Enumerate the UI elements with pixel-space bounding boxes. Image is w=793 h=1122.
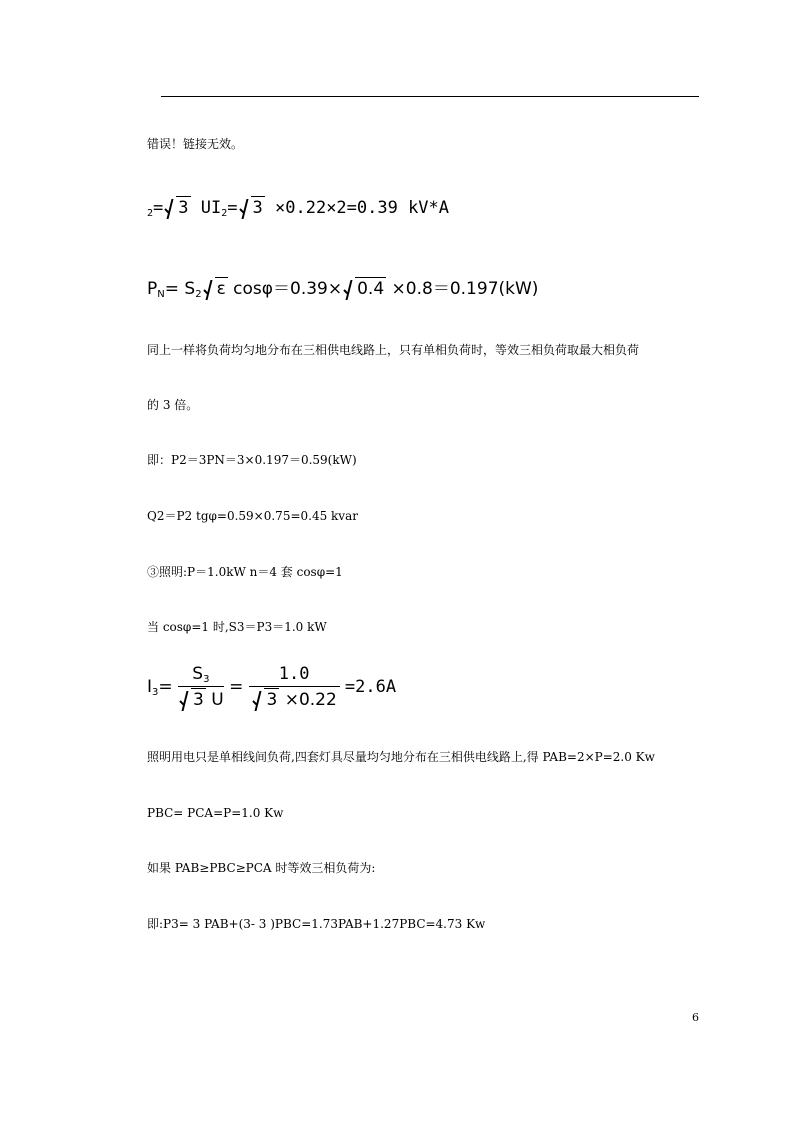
eq1-equals-b: = bbox=[227, 198, 238, 218]
equation-rated-power bbox=[147, 274, 538, 299]
eq3-eq: = bbox=[158, 677, 173, 697]
eq3-den2-sqrt: 3 bbox=[266, 690, 278, 710]
eq3-eq2: = bbox=[229, 677, 244, 697]
fraction-2-denominator bbox=[249, 687, 340, 710]
cos1-text: 当 cosφ=1 时,S3＝P3＝1.0 kW bbox=[147, 620, 327, 634]
fraction-1-numerator bbox=[178, 664, 224, 687]
times3-text: 的 3 倍。 bbox=[147, 398, 199, 412]
sqrt-symbol bbox=[165, 198, 190, 218]
eq2-sqrt-eps: ε bbox=[216, 279, 226, 299]
sqrt-symbol bbox=[253, 690, 279, 710]
distribute-text: 同上一样将负荷均匀地分布在三相供电线路上，只有单相负荷时，等效三相负荷取最大相负荷 bbox=[147, 343, 640, 357]
error-text: 错误！链接无效。 bbox=[147, 137, 244, 151]
equation-apparent-power bbox=[147, 198, 449, 218]
eq3-i: I bbox=[147, 677, 153, 697]
fraction-2 bbox=[249, 664, 340, 710]
pbc-text: PBC= PCA=P=1.0 Kw bbox=[147, 806, 284, 820]
eq3-den1-sqrt: 3 bbox=[193, 690, 204, 710]
lighting-text: ③照明:P＝1.0kW n＝4 套 cosφ=1 bbox=[147, 565, 343, 579]
eq2-eq: = S bbox=[164, 279, 196, 299]
p3-text: 即:P3= 3 PAB+(3- 3 )PBC=1.73PAB+1.27PBC=4.73 Kw bbox=[147, 917, 486, 931]
single-phase-text: 照明用电只是单相线间负荷,四套灯具尽量均匀地分布在三相供电线路上,得 PAB=2×P=2.0 Kw bbox=[147, 750, 655, 764]
eq1-sqrt-b: 3 bbox=[252, 198, 263, 218]
sqrt-symbol bbox=[344, 279, 386, 299]
eq3-den1-u: U bbox=[205, 690, 224, 710]
eq3-i-sub: 3 bbox=[152, 687, 159, 698]
eq2-p-sub: N bbox=[157, 289, 165, 300]
eq1-equals-a: = bbox=[153, 198, 164, 218]
p2-text: 即：P2＝3PN＝3×0.197＝0.59(kW) bbox=[147, 453, 357, 467]
q2-text: Q2＝P2 tgφ=0.59×0.75=0.45 kvar bbox=[147, 509, 358, 523]
equation-current bbox=[147, 664, 396, 710]
eq2-s-sub: 2 bbox=[195, 289, 202, 300]
eq3-num2: 1.0 bbox=[249, 664, 340, 687]
sqrt-symbol bbox=[240, 198, 265, 218]
eq3-den2-tail: ×0.22 bbox=[279, 690, 337, 710]
sqrt-symbol bbox=[180, 690, 206, 710]
eq1-sub-i: 2 bbox=[221, 208, 228, 219]
eq2-cos: cosφ＝0.39× bbox=[227, 279, 343, 299]
eq2-p: P bbox=[147, 279, 158, 299]
eq1-ui: UI bbox=[190, 198, 222, 218]
if-condition-text: 如果 PAB≥PBC≥PCA 时等效三相负荷为: bbox=[147, 861, 376, 875]
eq3-num1-sub: 3 bbox=[203, 674, 210, 685]
eq1-tail: ×0.22×2=0.39 kV*A bbox=[264, 198, 450, 218]
eq1-sub-lead: 2 bbox=[147, 208, 154, 219]
fraction-1-denominator bbox=[178, 687, 224, 710]
eq2-tail: ×0.8＝0.197(kW) bbox=[386, 279, 539, 299]
eq3-result: =2.6A bbox=[344, 677, 397, 697]
page-number: 6 bbox=[692, 1011, 699, 1024]
eq3-num1-s: S bbox=[192, 664, 204, 684]
eq2-sqrt-04: 0.4 bbox=[357, 279, 385, 299]
eq1-sqrt-a: 3 bbox=[178, 198, 189, 218]
sqrt-symbol bbox=[204, 279, 228, 299]
header-rule bbox=[161, 96, 699, 97]
fraction-1 bbox=[178, 664, 224, 710]
